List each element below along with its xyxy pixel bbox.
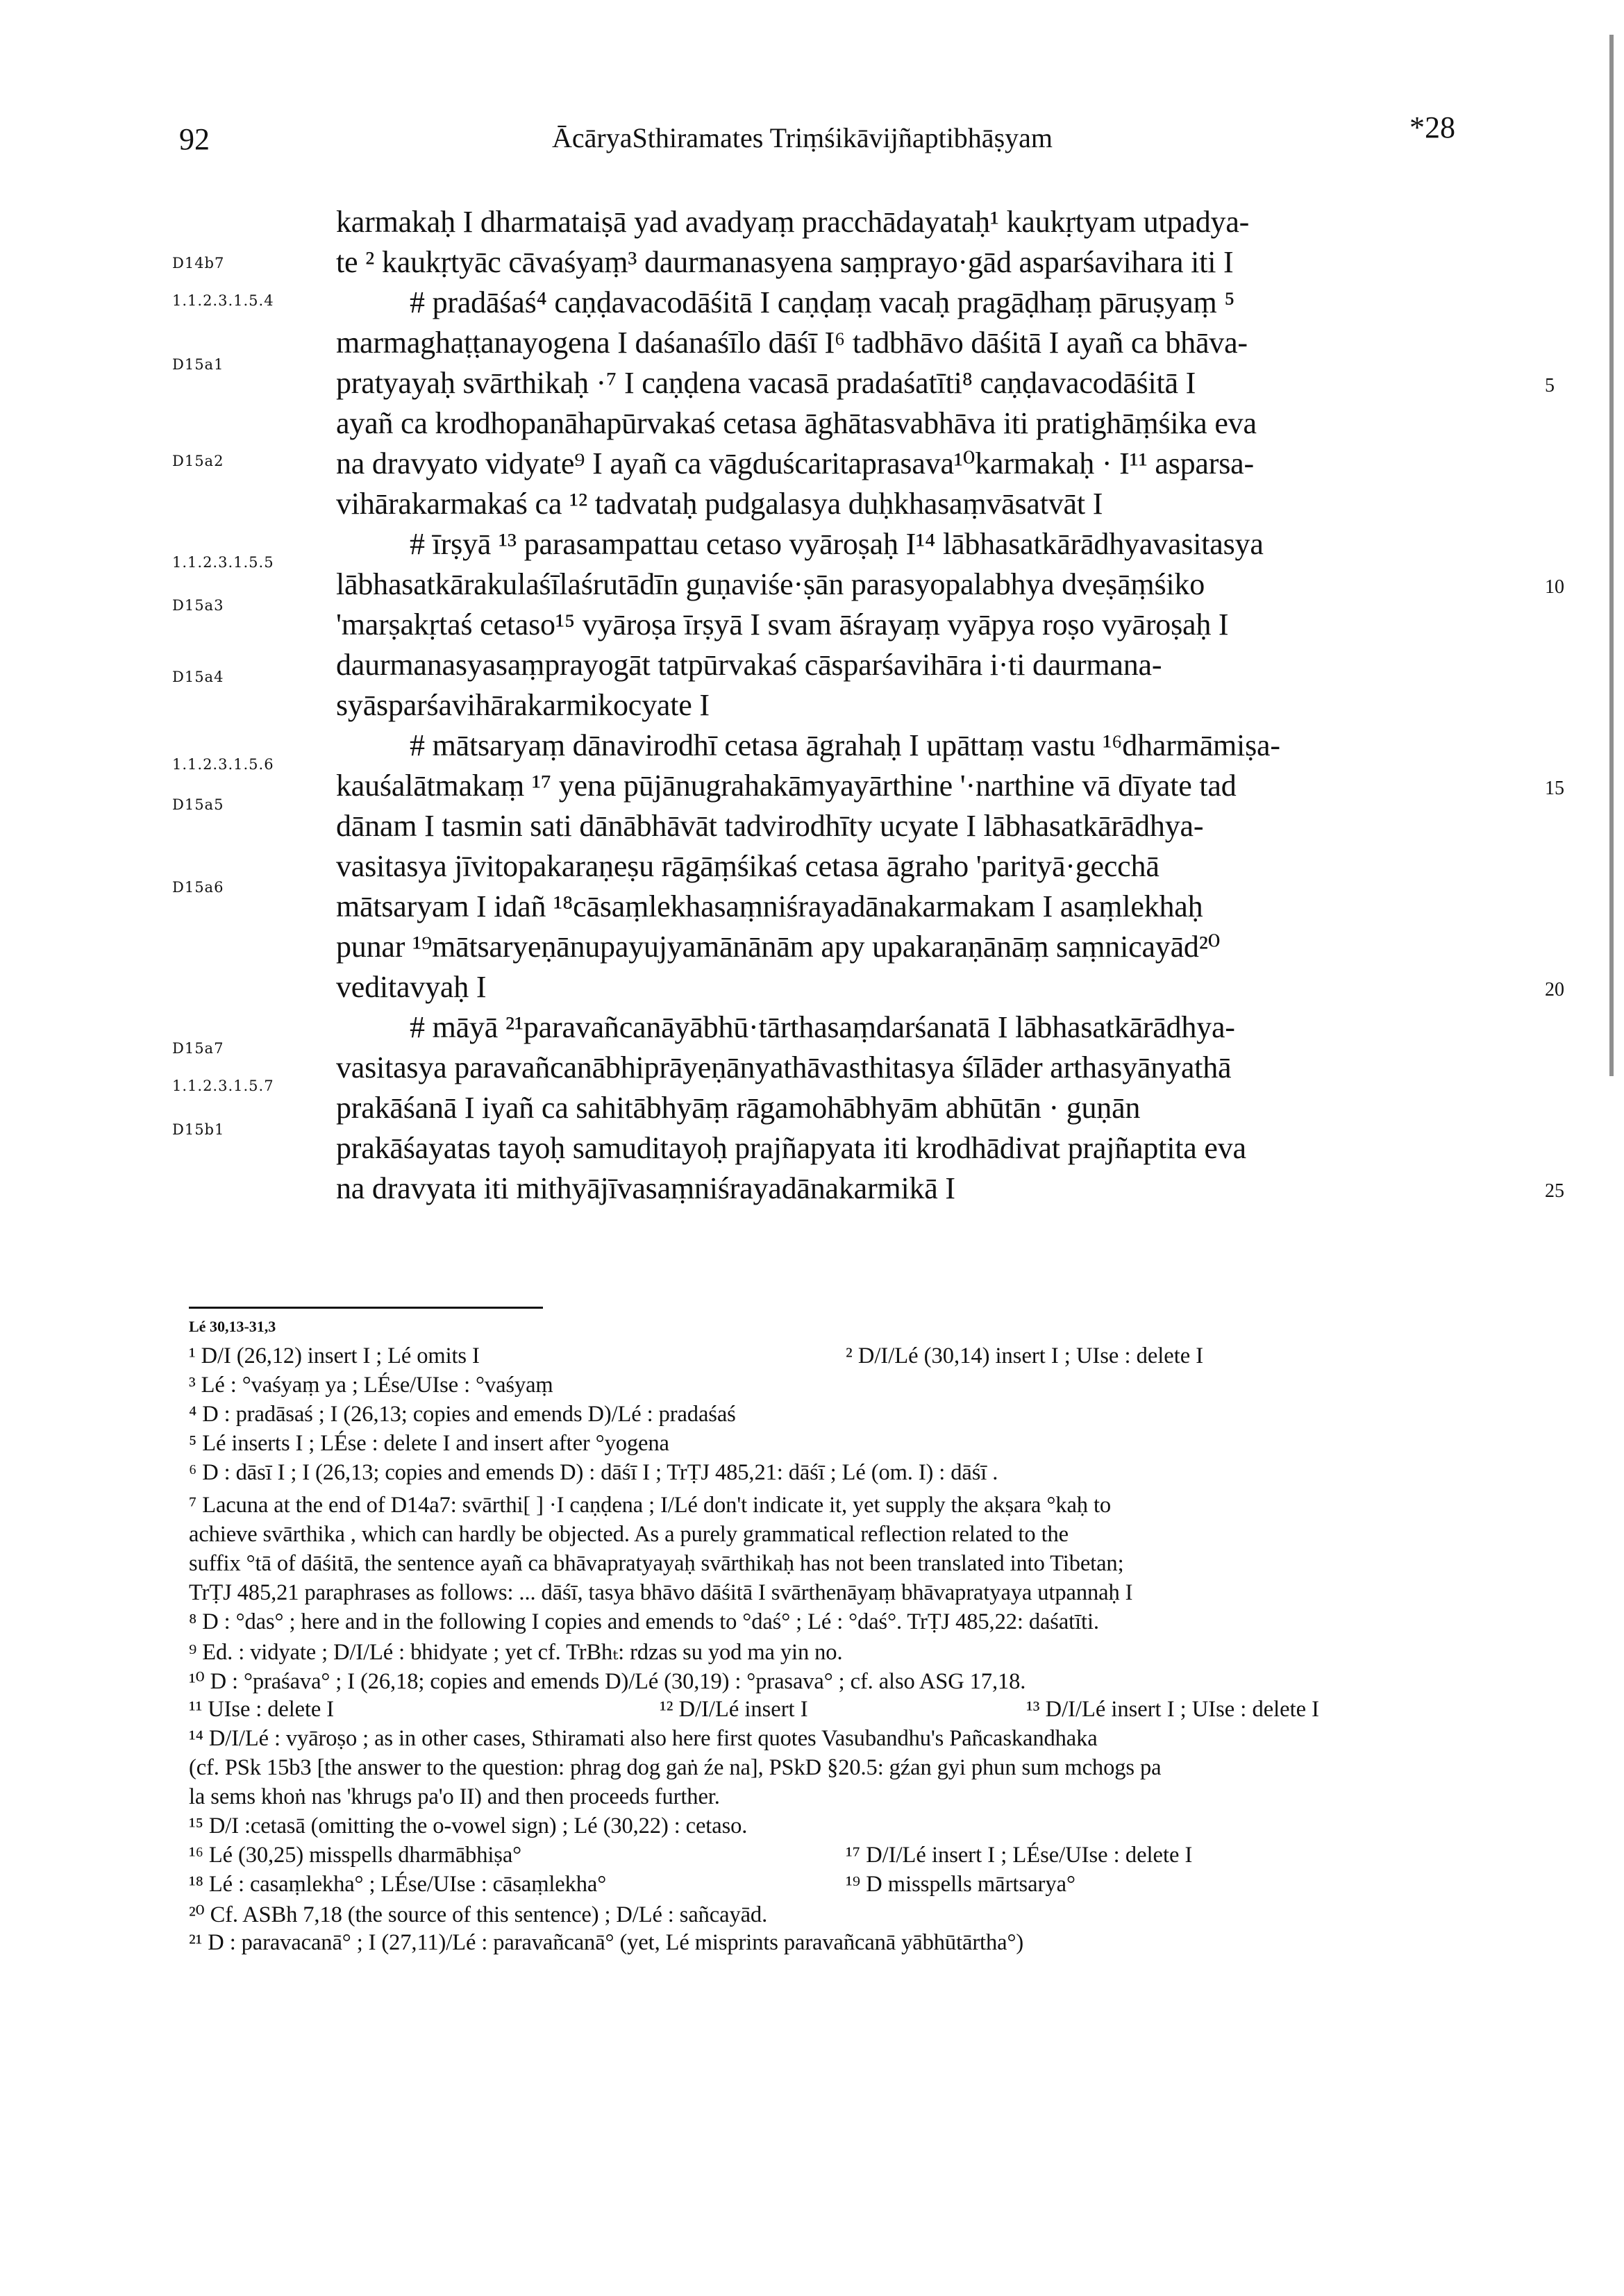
page-marker: *28 [1409, 110, 1455, 144]
body-line: vasitasya jīvitopakaraṇeṣu rāgāṃśikaś cetasa āgraho 'parityā·gecchā [336, 849, 1160, 883]
side-ref: 1.1.2.3.1.5.6 [172, 756, 274, 773]
footnote: ¹¹ UIse : delete I [189, 1697, 334, 1722]
body-line: kauśalātmakaṃ ¹⁷ yena pūjānugrahakāmyayārthine '·narthine vā dīyate tad [336, 769, 1237, 803]
body-line: karmakaḥ I dharmataiṣā yad avadyaṃ pracchādayataḥ¹ kaukṛtyam utpadya- [336, 205, 1250, 239]
body-line: vihārakarmakaś ca ¹² tadvataḥ pudgalasya duḥkhasaṃvāsatvāt I [336, 487, 1103, 521]
body-line: te ² kaukṛtyāc cāvaśyaṃ³ daurmanasyena saṃprayo·gād asparśavihara iti I [336, 245, 1234, 279]
side-ref: 1.1.2.3.1.5.5 [172, 554, 274, 571]
footnote: ¹⁷ D/I/Lé insert I ; LÉse/UIse : delete I [846, 1843, 1193, 1868]
footnote: ²¹ D : paravacanā° ; I (27,11)/Lé : paravañcanā° (yet, Lé misprints paravañcanā yābhūtārtha°) [189, 1930, 1024, 1955]
footnote: (cf. PSk 15b3 [the answer to the question: phrag dog gaṅ źe na], PSkD §20.5: gźan gyi phun sum mchogs pa [189, 1755, 1162, 1780]
body-line: 'marṣakṛtaś cetaso¹⁵ vyāroṣa īrṣyā I svam āśrayaṃ vyāpya roṣo vyāroṣaḥ I [336, 607, 1229, 642]
footnote: ¹⁹ D misspells mārtsarya° [846, 1872, 1076, 1897]
side-ref: D15a7 [172, 1040, 224, 1057]
body-line: prakāśanā I iyañ ca sahitābhyāṃ rāgamohābhyām abhūtān · guṇān [336, 1091, 1141, 1125]
side-ref: D15a5 [172, 796, 224, 813]
footnote: TrṬJ 485,21 paraphrases as follows: ... dāśī, tasya bhāvo dāśitā I svārthenāyaṃ bhāvapratyaya utpannaḥ I [189, 1580, 1133, 1605]
line-number: 20 [1545, 979, 1564, 1000]
footnote: ² D/I/Lé (30,14) insert I ; UIse : delete I [846, 1343, 1204, 1368]
side-ref: 1.1.2.3.1.5.7 [172, 1078, 274, 1094]
side-ref: D15a1 [172, 356, 224, 373]
footnote: ¹⁸ Lé : casaṃlekha° ; LÉse/UIse : cāsaṃlekha° [189, 1872, 607, 1897]
footnote: ⁷ Lacuna at the end of D14a7: svārthi[ ] ·I caṇḍena ; I/Lé don't indicate it, yet supply the akṣara °kaḥ to [189, 1493, 1112, 1518]
line-number: 5 [1545, 375, 1555, 396]
body-line: mātsaryam I idañ ¹⁸cāsaṃlekhasaṃniśrayadānakarmakam I asaṃlekhaḥ [336, 889, 1203, 923]
body-line: ayañ ca krodhopanāhapūrvakaś cetasa āghātasvabhāva iti pratighāṃśika eva [336, 406, 1257, 440]
footnote: achieve svārthika , which can hardly be objected. As a purely grammatical reflection related to the [189, 1522, 1069, 1547]
footnote: ²⁰ Cf. ASBh 7,18 (the source of this sentence) ; D/Lé : sañcayād. [189, 1902, 768, 1927]
body-line: na dravyato vidyate⁹ I ayañ ca vāgduścaritaprasava¹⁰karmakaḥ · I¹¹ asparsa- [336, 446, 1254, 480]
body-line: pratyayaḥ svārthikaḥ ·⁷ I caṇḍena vacasā pradaśatīti⁸ caṇḍavacodāśitā I [336, 366, 1196, 400]
footnote: ⁸ D : °das° ; here and in the following I copies and emends to °daś° ; Lé : °daś°. TrṬJ 485,22: daśatīti. [189, 1609, 1099, 1634]
footnote: ⁶ D : dāsī I ; I (26,13; copies and emends D) : dāśī I ; TrṬJ 485,21: dāśī ; Lé (om. I) : dāśī . [189, 1460, 998, 1485]
footnote: ¹⁰ D : °praśava° ; I (26,18; copies and emends D)/Lé (30,19) : °prasava° ; cf. also ASG 17,18. [189, 1669, 1026, 1694]
body-line: # mātsaryaṃ dānavirodhī cetasa āgrahaḥ I upāttaṃ vastu ¹⁶dharmāmiṣa- [410, 728, 1280, 762]
body-line: vasitasya paravañcanābhiprāyeṇānyathāvasthitasya śīlāder arthasyānyathā [336, 1050, 1232, 1084]
body-line: lābhasatkārakulaśīlaśrutādīn guṇaviśe·ṣān parasyopalabhya dveṣāṃśiko [336, 567, 1205, 601]
footnote: ⁵ Lé inserts I ; LÉse : delete I and insert after °yogena [189, 1431, 669, 1456]
footnote: ¹² D/I/Lé insert I [660, 1697, 808, 1722]
line-number: 10 [1545, 576, 1564, 598]
running-title: ĀcāryaSthiramates Triṃśikāvijñaptibhāṣyam [552, 122, 1053, 153]
body-line: syāsparśavihārakarmikocyate I [336, 688, 710, 722]
body-line: na dravyata iti mithyājīvasaṃniśrayadānakarmikā I [336, 1171, 955, 1205]
footnote: ⁴ D : pradāsaś ; I (26,13; copies and emends D)/Lé : pradaśaś [189, 1402, 736, 1427]
body-line: dānam I tasmin sati dānābhāvāt tadvirodhīty ucyate I lābhasatkārādhya- [336, 809, 1204, 843]
footnote-rule [189, 1307, 543, 1309]
scan-edge-line [1609, 35, 1614, 1076]
page-number: 92 [179, 122, 210, 156]
side-ref: D15b1 [172, 1121, 225, 1138]
side-ref: D15a6 [172, 879, 224, 896]
body-line: prakāśayatas tayoḥ samuditayoḥ prajñapyata iti krodhādivat prajñaptita eva [336, 1131, 1246, 1165]
footnote: ¹⁶ Lé (30,25) misspells dharmābhiṣa° [189, 1843, 522, 1868]
footnote: ³ Lé : °vaśyaṃ ya ; LÉse/UIse : °vaśyaṃ [189, 1373, 553, 1398]
body-line: # māyā ²¹paravañcanāyābhū·tārthasaṃdarśanatā I lābhasatkārādhya- [410, 1010, 1235, 1044]
side-ref: D15a3 [172, 597, 224, 614]
body-line: marmaghaṭṭanayogena I daśanaśīlo dāśī I⁶ tadbhāvo dāśitā I ayañ ca bhāva- [336, 326, 1248, 360]
footnote: ¹ D/I (26,12) insert I ; Lé omits I [189, 1343, 480, 1368]
side-ref: D14b7 [172, 255, 225, 271]
line-number: 15 [1545, 778, 1564, 799]
footnote: ¹⁵ D/I :cetasā (omitting the o-vowel sign) ; Lé (30,22) : cetaso. [189, 1813, 748, 1838]
side-ref: D15a4 [172, 669, 224, 685]
body-line: # pradāśaś⁴ caṇḍavacodāśitā I caṇḍaṃ vacaḥ pragāḍhaṃ pāruṣyaṃ ⁵ [410, 285, 1235, 319]
body-line: veditavyaḥ I [336, 970, 487, 1004]
footnote: ¹³ D/I/Lé insert I ; UIse : delete I [1026, 1697, 1319, 1722]
body-line: daurmanasyasaṃprayogāt tatpūrvakaś cāsparśavihāra i·ti daurmana- [336, 648, 1162, 682]
line-number: 25 [1545, 1180, 1564, 1202]
side-ref: D15a2 [172, 453, 224, 469]
footnote-source-ref: Lé 30,13-31,3 [189, 1318, 276, 1335]
footnote: suffix °tā of dāśitā, the sentence ayañ ca bhāvapratyayaḥ svārthikaḥ has not been translated into Tibetan; [189, 1551, 1124, 1576]
footnote: la sems khoṅ nas 'khrugs pa'o II) and then proceeds further. [189, 1784, 720, 1809]
footnote: ⁹ Ed. : vidyate ; D/I/Lé : bhidyate ; yet cf. TrBhₜ: rdzas su yod ma yin no. [189, 1640, 843, 1665]
side-ref: 1.1.2.3.1.5.4 [172, 292, 274, 309]
body-line: # īrṣyā ¹³ parasampattau cetaso vyāroṣaḥ I¹⁴ lābhasatkārādhyavasitasya [410, 527, 1264, 561]
footnote: ¹⁴ D/I/Lé : vyāroṣo ; as in other cases, Sthiramati also here first quotes Vasubandhu's Pañcaskandhaka [189, 1726, 1098, 1751]
body-line: punar ¹⁹mātsaryeṇānupayujyamānānām apy upakaraṇānāṃ saṃnicayād²⁰ [336, 930, 1221, 964]
